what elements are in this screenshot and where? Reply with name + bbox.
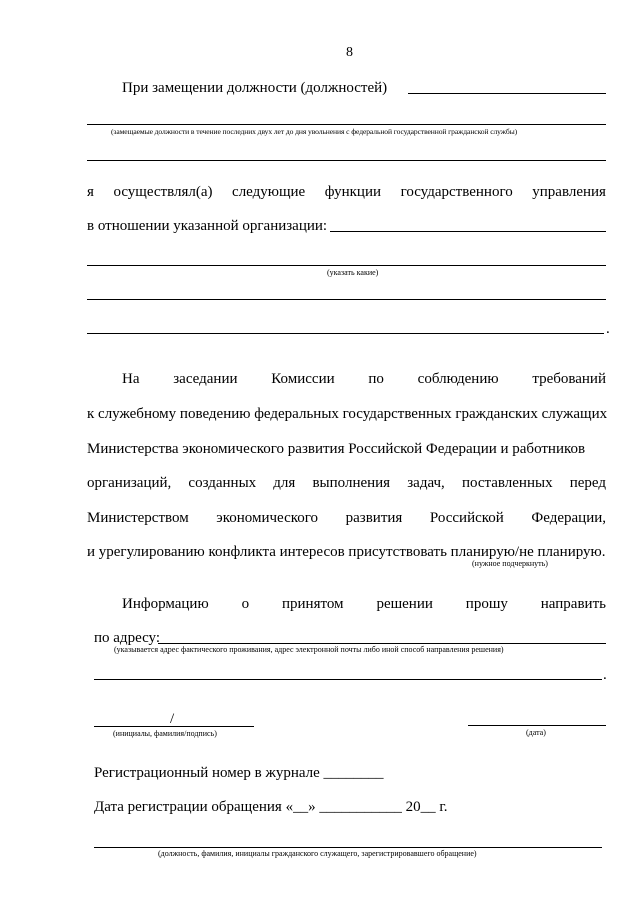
position-label: При замещении должности (должностей) xyxy=(122,80,388,96)
address-label: по адресу: xyxy=(94,630,161,646)
word: прошу xyxy=(465,596,508,612)
position-line-3 xyxy=(87,160,606,161)
registration-number: Регистрационный номер в журнале ________ xyxy=(94,765,384,781)
registrar-hint: (должность, фамилия, инициалы гражданского служащего, зарегистрировавшего обращение) xyxy=(158,849,477,858)
functions-end-mark: . xyxy=(606,321,610,337)
position-field-line xyxy=(408,93,606,94)
word: развития xyxy=(345,510,403,526)
commission-line-5 xyxy=(87,509,606,527)
word: заседании xyxy=(173,371,238,387)
word: перед xyxy=(569,475,606,491)
word: о xyxy=(241,596,250,612)
word: созданных xyxy=(188,475,257,491)
functions-line-1 xyxy=(87,183,606,201)
word: требований xyxy=(532,371,606,387)
signature-slash: / xyxy=(170,711,175,727)
word: я xyxy=(87,184,94,200)
word: задач, xyxy=(407,475,445,491)
word: На xyxy=(122,371,140,387)
commission-hint: (нужное подчеркнуть) xyxy=(472,559,548,568)
commission-line-1 xyxy=(122,370,606,388)
word: для xyxy=(273,475,296,491)
word: Российской xyxy=(429,510,504,526)
word: управления xyxy=(532,184,606,200)
functions-field-line xyxy=(330,231,606,232)
functions-line-a xyxy=(87,265,606,266)
word: Министерством xyxy=(87,510,189,526)
word: Информацию xyxy=(122,596,209,612)
functions-line-b xyxy=(87,299,606,300)
date-line xyxy=(468,725,606,726)
word: принятом xyxy=(281,596,344,612)
word: Федерации, xyxy=(531,510,606,526)
word: Комиссии xyxy=(271,371,335,387)
registration-date: Дата регистрации обращения «__» ___________ 20__ г. xyxy=(94,799,448,815)
signature-line xyxy=(94,726,254,727)
functions-line-2: в отношении указанной организации: xyxy=(87,218,328,234)
address-hint: (указывается адрес фактического проживания, адрес электронной почты либо иной способ направления решения) xyxy=(114,645,504,654)
address-line-2 xyxy=(94,679,602,680)
commission-line-4 xyxy=(87,474,606,492)
word: поставленных xyxy=(461,475,553,491)
commission-line-3: Министерства экономического развития Российской Федерации и работников xyxy=(87,441,586,457)
word: осуществлял(а) xyxy=(113,184,213,200)
word: организаций, xyxy=(87,475,172,491)
commission-line-6: и урегулированию конфликта интересов присутствовать планирую/не планирую. xyxy=(87,544,606,560)
word: экономического xyxy=(216,510,319,526)
info-line-1 xyxy=(122,595,606,613)
position-line-2 xyxy=(87,124,606,125)
functions-hint: (указать какие) xyxy=(327,268,379,277)
position-hint: (замещаемые должности в течение последних двух лет до дня увольнения с федеральной государственной гражданской службы) xyxy=(111,127,518,136)
registrar-line xyxy=(94,847,602,848)
word: по xyxy=(368,371,384,387)
page-number: 8 xyxy=(346,45,353,60)
date-hint: (дата) xyxy=(526,728,546,737)
word: следующие xyxy=(232,184,306,200)
signature-hint: (инициалы, фамилия/подпись) xyxy=(113,729,217,738)
commission-line-2: к служебному поведению федеральных государственных гражданских служащих xyxy=(87,406,608,422)
word: государственного xyxy=(400,184,513,200)
address-end-mark: . xyxy=(603,667,607,683)
word: выполнения xyxy=(312,475,391,491)
word: функции xyxy=(324,184,382,200)
word: соблюдению xyxy=(417,371,499,387)
address-field-line xyxy=(158,643,606,644)
functions-line-c xyxy=(87,333,604,334)
word: направить xyxy=(540,596,606,612)
word: решении xyxy=(376,596,433,612)
